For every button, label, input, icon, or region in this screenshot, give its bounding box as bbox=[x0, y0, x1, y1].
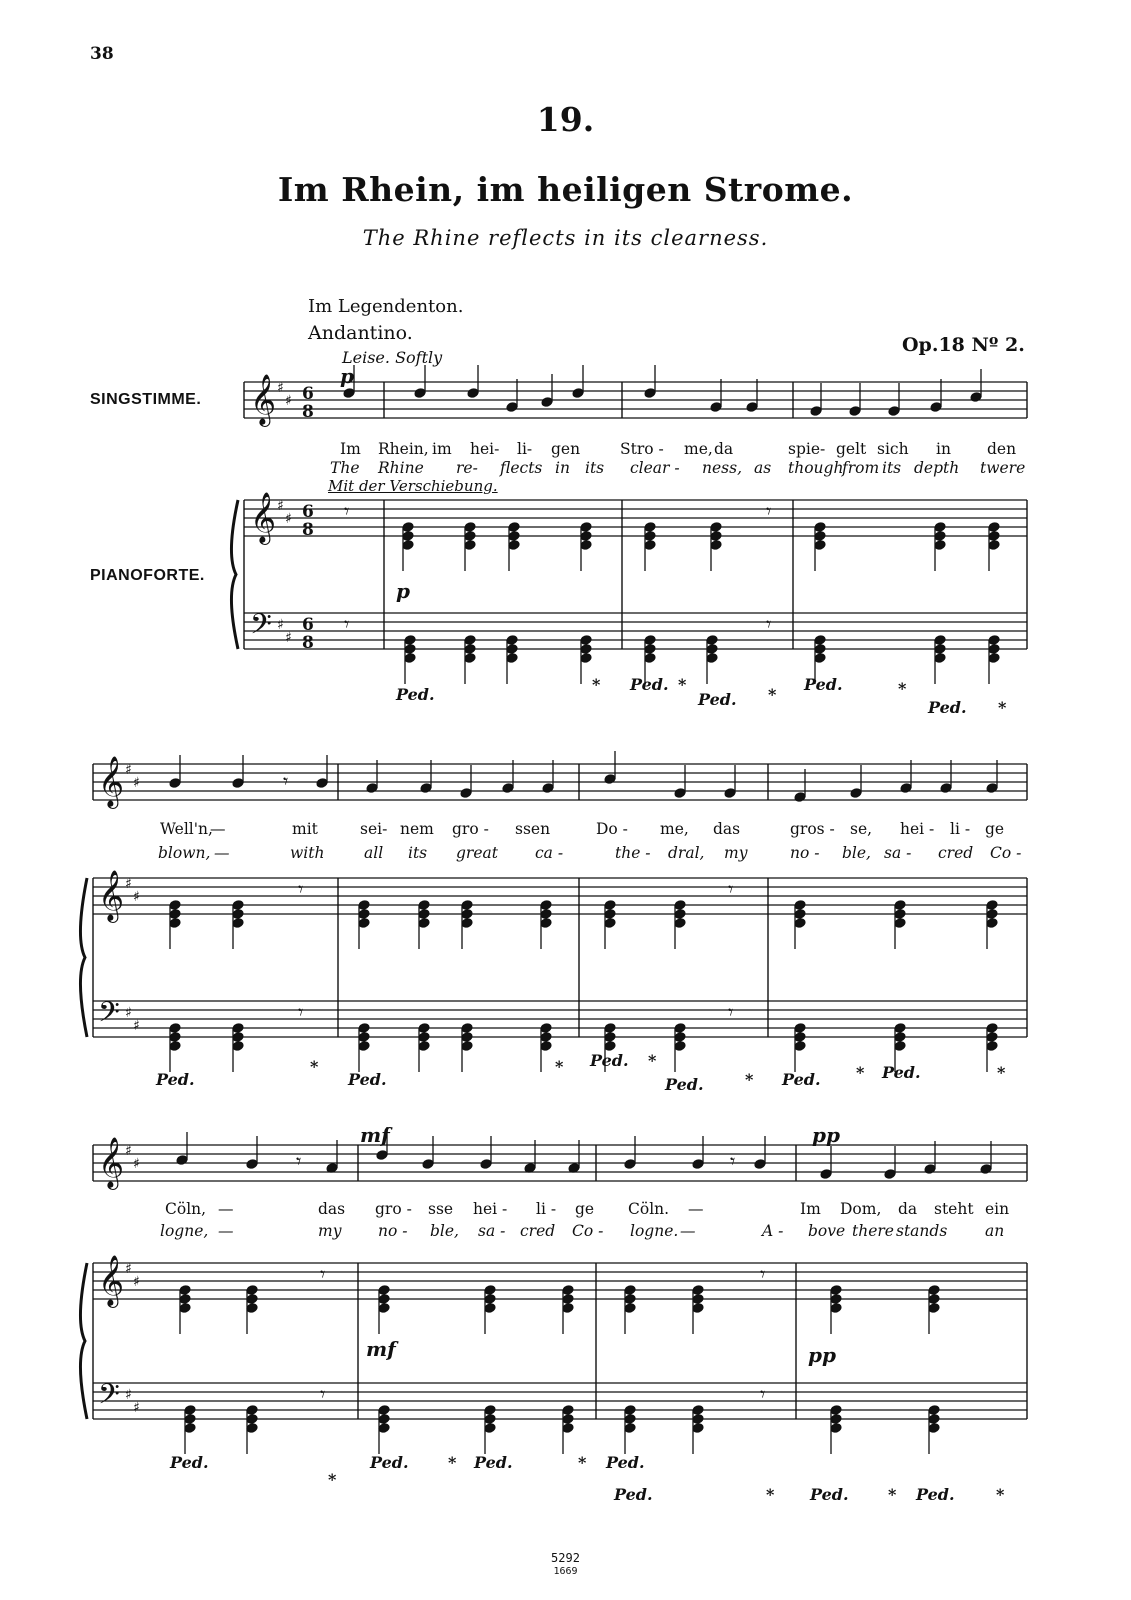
brace bbox=[80, 878, 87, 1037]
lyric-en: with bbox=[290, 844, 325, 862]
pedal-release: * bbox=[888, 1485, 897, 1504]
eighth-rest: 𝄾 bbox=[320, 1382, 326, 1406]
lyric-en: ble, bbox=[430, 1222, 459, 1240]
pedal-release: * bbox=[555, 1057, 564, 1076]
lyric-de: gro - bbox=[452, 820, 489, 838]
time-sig: 8 bbox=[302, 633, 314, 653]
pedal-release: * bbox=[648, 1051, 657, 1070]
treble-clef: 𝄞 bbox=[98, 756, 125, 807]
pedal-release: * bbox=[766, 1485, 775, 1504]
lyric-de: Rhein, bbox=[378, 440, 429, 458]
sharp: ♯ bbox=[125, 876, 132, 892]
lyric-en: from bbox=[842, 459, 880, 477]
lyric-en: my bbox=[724, 844, 748, 862]
lyric-de: sich bbox=[877, 440, 909, 458]
lyric-de: gen bbox=[551, 440, 581, 458]
sharp: ♯ bbox=[133, 889, 140, 905]
lyric-en: all bbox=[364, 844, 384, 862]
eighth-rest: 𝄾 bbox=[760, 1262, 766, 1286]
lyric-en: no - bbox=[790, 844, 820, 862]
eighth-rest: 𝄾 bbox=[728, 877, 734, 901]
lyric-de: ge bbox=[575, 1200, 595, 1218]
song-subtitle: The Rhine reflects in its clearness. bbox=[362, 226, 769, 250]
pedal-mark: Ped. bbox=[156, 1070, 195, 1089]
lyric-de: da bbox=[898, 1200, 918, 1218]
eighth-rest: 𝄾 bbox=[296, 1149, 302, 1173]
pedal-release: * bbox=[745, 1070, 754, 1089]
lyric-de: li- bbox=[517, 440, 533, 458]
sharp: ♯ bbox=[125, 1143, 132, 1159]
pedal-release: * bbox=[856, 1063, 865, 1082]
sharp: ♯ bbox=[125, 1387, 132, 1403]
pedal-release: * bbox=[448, 1453, 457, 1472]
pedal-release: * bbox=[768, 685, 777, 704]
lyric-de: gelt bbox=[836, 440, 867, 458]
lyric-en: dral, bbox=[668, 844, 705, 862]
time-sig: 8 bbox=[302, 402, 314, 422]
lyric-en: twere bbox=[980, 459, 1026, 477]
lyric-en: Co - bbox=[572, 1222, 604, 1240]
treble-clef: 𝄞 bbox=[98, 870, 125, 921]
voice-label: SINGSTIMME. bbox=[90, 391, 202, 408]
lyric-en: in bbox=[555, 459, 570, 477]
lyric-de: li - bbox=[950, 820, 971, 838]
lyric-en: no - bbox=[378, 1222, 408, 1240]
bass-clef: 𝄢 bbox=[98, 996, 120, 1036]
pedal-release: * bbox=[998, 698, 1007, 717]
pedal-mark: Ped. bbox=[916, 1485, 955, 1504]
treble-clef: 𝄞 bbox=[98, 1137, 125, 1188]
pedal-release: * bbox=[996, 1485, 1005, 1504]
piano-label: PIANOFORTE. bbox=[90, 567, 205, 584]
pedal-release: * bbox=[578, 1453, 587, 1472]
eighth-rest: 𝄾 bbox=[728, 1000, 734, 1024]
lyric-en: flects bbox=[500, 459, 543, 477]
lyric-de: Im bbox=[340, 440, 361, 458]
sharp: ♯ bbox=[285, 393, 292, 409]
lyric-en: its bbox=[585, 459, 605, 477]
pedal-mark: Ped. bbox=[614, 1485, 653, 1504]
lyric-de: Well'n, bbox=[160, 820, 213, 838]
song-title: Im Rhein, im heiligen Strome. bbox=[277, 170, 854, 209]
lyric-en: The bbox=[330, 459, 360, 477]
tempo-marking: Andantino. bbox=[308, 322, 413, 344]
lyric-en: ca - bbox=[535, 844, 564, 862]
eighth-rest: 𝄾 bbox=[298, 1000, 304, 1024]
lyric-en: my bbox=[318, 1222, 342, 1240]
lyric-de: — bbox=[218, 1200, 234, 1218]
lyric-en: as bbox=[754, 459, 772, 477]
pedal-mark: Ped. bbox=[928, 698, 967, 717]
lyric-en: — bbox=[214, 844, 230, 862]
lyric-de: hei - bbox=[473, 1200, 508, 1218]
lyric-de: hei - bbox=[900, 820, 935, 838]
lyric-en: Rhine bbox=[378, 459, 424, 477]
pedal-mark: Ped. bbox=[396, 685, 435, 704]
expression-leise: Leise. Softly bbox=[342, 348, 443, 367]
pedal-release: * bbox=[678, 675, 687, 694]
lyric-en: cred bbox=[938, 844, 974, 862]
lyric-en: stands bbox=[896, 1222, 948, 1240]
eighth-rest: 𝄾 bbox=[298, 877, 304, 901]
lyric-en: ble, bbox=[842, 844, 871, 862]
lyric-en: — bbox=[680, 1222, 696, 1240]
lyric-en: sa - bbox=[478, 1222, 506, 1240]
lyric-de: im bbox=[432, 440, 452, 458]
sharp: ♯ bbox=[125, 1005, 132, 1021]
secondary-number: 1669 bbox=[553, 1566, 578, 1577]
lyric-de: sse bbox=[428, 1200, 454, 1218]
pedal-mark: Ped. bbox=[606, 1453, 645, 1472]
lyric-de: Cöln, bbox=[165, 1200, 207, 1218]
lyric-en: re- bbox=[456, 459, 478, 477]
eighth-rest: 𝄾 bbox=[320, 1262, 326, 1286]
bass-clef: 𝄢 bbox=[98, 1378, 120, 1418]
sharp: ♯ bbox=[277, 380, 284, 396]
lyric-en: blown, bbox=[158, 844, 211, 862]
lyric-de: li - bbox=[536, 1200, 557, 1218]
pedal-release: * bbox=[997, 1063, 1006, 1082]
pedal-mark: Ped. bbox=[665, 1075, 704, 1094]
pedal-mark: Ped. bbox=[474, 1453, 513, 1472]
lyric-en: an bbox=[985, 1222, 1005, 1240]
lyric-de: ssen bbox=[515, 820, 551, 838]
plate-number: 5292 bbox=[551, 1551, 580, 1565]
pedal-mark: Ped. bbox=[782, 1070, 821, 1089]
pedal-mark: Ped. bbox=[170, 1453, 209, 1472]
opus-number: Op.18 Nº 2. bbox=[902, 334, 1025, 356]
dynamic-mf: mf bbox=[360, 1123, 390, 1147]
pedal-release: * bbox=[328, 1470, 337, 1489]
sharp: ♯ bbox=[125, 762, 132, 778]
lyric-de: me, bbox=[684, 440, 713, 458]
lyric-de: — bbox=[210, 820, 226, 838]
lyric-de: gros - bbox=[790, 820, 835, 838]
lyric-de: in bbox=[936, 440, 951, 458]
lyric-de: — bbox=[688, 1200, 704, 1218]
lyric-en: logne. bbox=[630, 1222, 679, 1240]
pedal-instruction: Mit der Verschiebung. bbox=[328, 477, 498, 495]
lyric-de: sei- bbox=[360, 820, 388, 838]
lyric-en: — bbox=[218, 1222, 234, 1240]
lyric-de: spie- bbox=[788, 440, 826, 458]
lyric-de: gro - bbox=[375, 1200, 412, 1218]
lyric-de: da bbox=[714, 440, 734, 458]
pedal-release: * bbox=[310, 1057, 319, 1076]
page-number: 38 bbox=[90, 44, 114, 64]
lyric-de: Do - bbox=[596, 820, 628, 838]
treble-clef: 𝄞 bbox=[250, 374, 277, 425]
pedal-mark: Ped. bbox=[348, 1070, 387, 1089]
lyric-de: mit bbox=[292, 820, 318, 838]
brace bbox=[231, 500, 238, 649]
lyric-de: Dom, bbox=[840, 1200, 882, 1218]
lyric-en: cred bbox=[520, 1222, 556, 1240]
lyric-en: logne, bbox=[160, 1222, 209, 1240]
lyric-en: A - bbox=[762, 1222, 784, 1240]
lyric-de: Cöln. bbox=[628, 1200, 670, 1218]
time-sig: 6 bbox=[302, 384, 314, 404]
lyric-en: its bbox=[882, 459, 902, 477]
eighth-rest: 𝄾 bbox=[760, 1382, 766, 1406]
lyric-de: Im bbox=[800, 1200, 821, 1218]
sharp: ♯ bbox=[277, 498, 284, 514]
sharp: ♯ bbox=[133, 1274, 140, 1290]
lyric-de: ge bbox=[985, 820, 1005, 838]
lyric-de: ein bbox=[985, 1200, 1010, 1218]
pedal-mark: Ped. bbox=[810, 1485, 849, 1504]
sharp: ♯ bbox=[285, 511, 292, 527]
eighth-rest: 𝄾 bbox=[766, 612, 772, 636]
lyric-de: me, bbox=[660, 820, 689, 838]
treble-clef: 𝄞 bbox=[250, 492, 277, 543]
sharp: ♯ bbox=[285, 630, 292, 646]
time-sig: 6 bbox=[302, 502, 314, 522]
time-sig: 6 bbox=[302, 615, 314, 635]
lyric-de: steht bbox=[934, 1200, 974, 1218]
lyric-de: se, bbox=[850, 820, 873, 838]
lyric-en: Co - bbox=[990, 844, 1022, 862]
eighth-rest: 𝄾 bbox=[344, 612, 350, 636]
sharp: ♯ bbox=[133, 1018, 140, 1034]
sharp: ♯ bbox=[277, 617, 284, 633]
pedal-mark: Ped. bbox=[698, 690, 737, 709]
lyric-en: clear - bbox=[630, 459, 680, 477]
lyric-en: there bbox=[852, 1222, 894, 1240]
sharp: ♯ bbox=[133, 1400, 140, 1416]
pedal-mark: Ped. bbox=[804, 675, 843, 694]
lyric-en: bove bbox=[808, 1222, 846, 1240]
eighth-rest: 𝄾 bbox=[283, 769, 289, 793]
lyric-en: sa - bbox=[884, 844, 912, 862]
lyric-en: though bbox=[788, 459, 844, 477]
lyric-en: its bbox=[408, 844, 428, 862]
eighth-rest: 𝄾 bbox=[766, 499, 772, 523]
eighth-rest: 𝄾 bbox=[730, 1149, 736, 1173]
lyric-de: hei- bbox=[470, 440, 500, 458]
song-number: 19. bbox=[536, 100, 595, 139]
lyric-de: nem bbox=[400, 820, 434, 838]
bass-clef: 𝄢 bbox=[250, 608, 272, 648]
lyric-en: depth bbox=[914, 459, 960, 477]
lyric-en: great bbox=[456, 844, 498, 862]
time-sig: 8 bbox=[302, 520, 314, 540]
pedal-mark: Ped. bbox=[590, 1051, 629, 1070]
brace bbox=[80, 1263, 87, 1419]
tempo-marking-de: Im Legendenton. bbox=[308, 296, 464, 317]
sharp: ♯ bbox=[125, 1261, 132, 1277]
dynamic-pp: pp bbox=[812, 1123, 840, 1147]
pedal-release: * bbox=[898, 679, 907, 698]
dynamic-p: p bbox=[340, 364, 354, 388]
pedal-mark: Ped. bbox=[882, 1063, 921, 1082]
sharp: ♯ bbox=[133, 775, 140, 791]
lyric-de: Stro - bbox=[620, 440, 664, 458]
lyric-de: das bbox=[318, 1200, 346, 1218]
dynamic-p: p bbox=[396, 579, 410, 603]
eighth-rest: 𝄾 bbox=[344, 499, 350, 523]
lyric-en: the - bbox=[615, 844, 651, 862]
lyric-de: den bbox=[987, 440, 1017, 458]
pedal-release: * bbox=[592, 675, 601, 694]
dynamic-mf: mf bbox=[366, 1337, 396, 1361]
lyric-en: ness, bbox=[702, 459, 742, 477]
treble-clef: 𝄞 bbox=[98, 1255, 125, 1306]
pedal-mark: Ped. bbox=[370, 1453, 409, 1472]
lyric-de: das bbox=[713, 820, 741, 838]
sharp: ♯ bbox=[133, 1156, 140, 1172]
dynamic-pp: pp bbox=[808, 1343, 836, 1367]
pedal-mark: Ped. bbox=[630, 675, 669, 694]
